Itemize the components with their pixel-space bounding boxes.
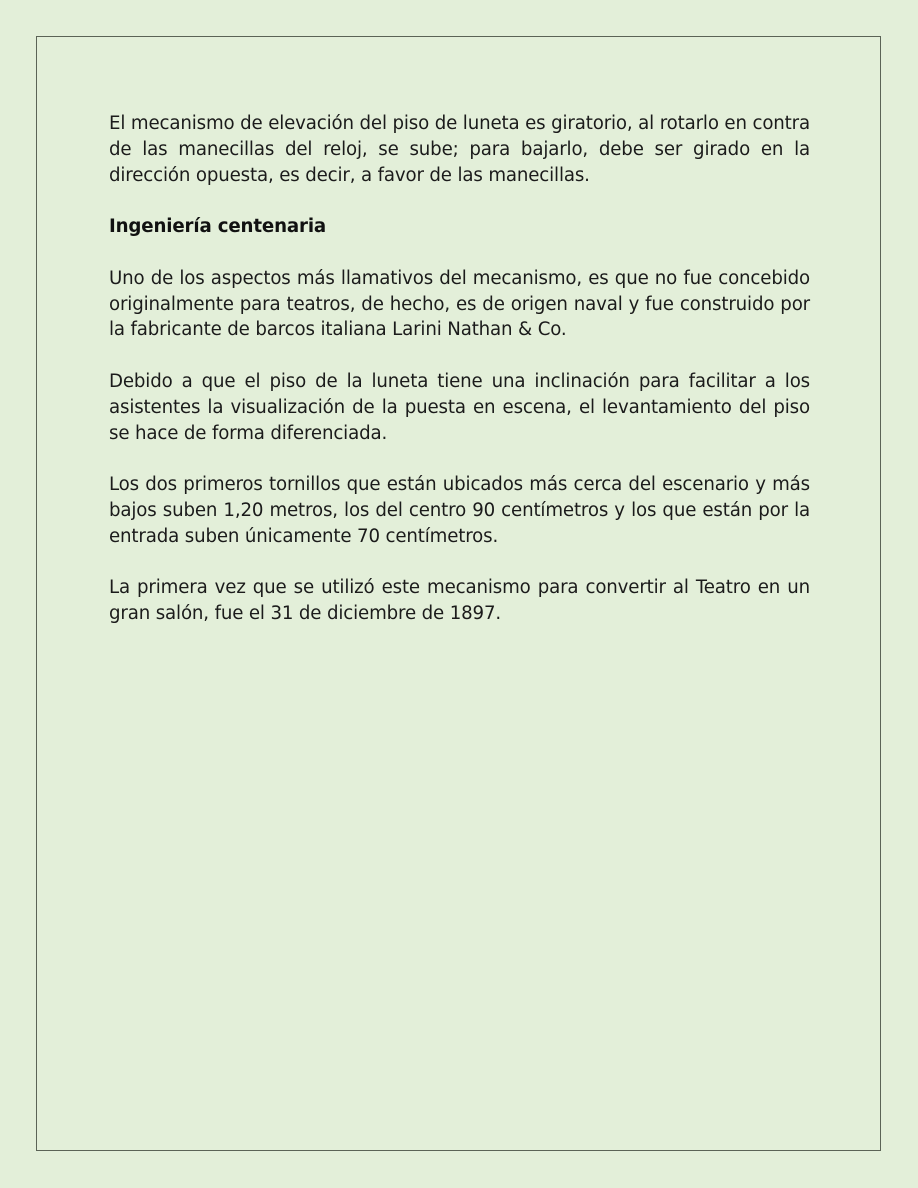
paragraph-mechanism: El mecanismo de elevación del piso de luneta es giratorio, al rotarlo en contra de las manecillas del reloj, se sube; para bajarlo, debe ser girado en la dirección opuesta, es decir, a favor de las manecillas. xyxy=(109,113,810,186)
paragraph-first-use: La primera vez que se utilizó este mecanismo para convertir al Teatro en un gran salón, fue el 31 de diciembre de 1897. xyxy=(109,577,810,625)
paragraph-screws: Los dos primeros tornillos que están ubicados más cerca del escenario y más bajos suben 1,20 metros, los del centro 90 centímetros y los que están por la entrada suben únicamente 70 centímetros. xyxy=(109,474,810,547)
section-heading: Ingeniería centenaria xyxy=(109,216,327,238)
paragraph-inclination: Debido a que el piso de la luneta tiene una inclinación para facilitar a los asistentes la visualización de la puesta en escena, el levantamiento del piso se hace de forma diferenciada. xyxy=(109,370,810,444)
document-body xyxy=(109,111,810,653)
page-frame xyxy=(36,36,881,1151)
paragraph-origin: Uno de los aspectos más llamativos del mecanismo, es que no fue concebido originalmente para teatros, de hecho, es de origen naval y fue construido por la fabricante de barcos italiana Larini Nathan & Co. xyxy=(109,267,810,341)
